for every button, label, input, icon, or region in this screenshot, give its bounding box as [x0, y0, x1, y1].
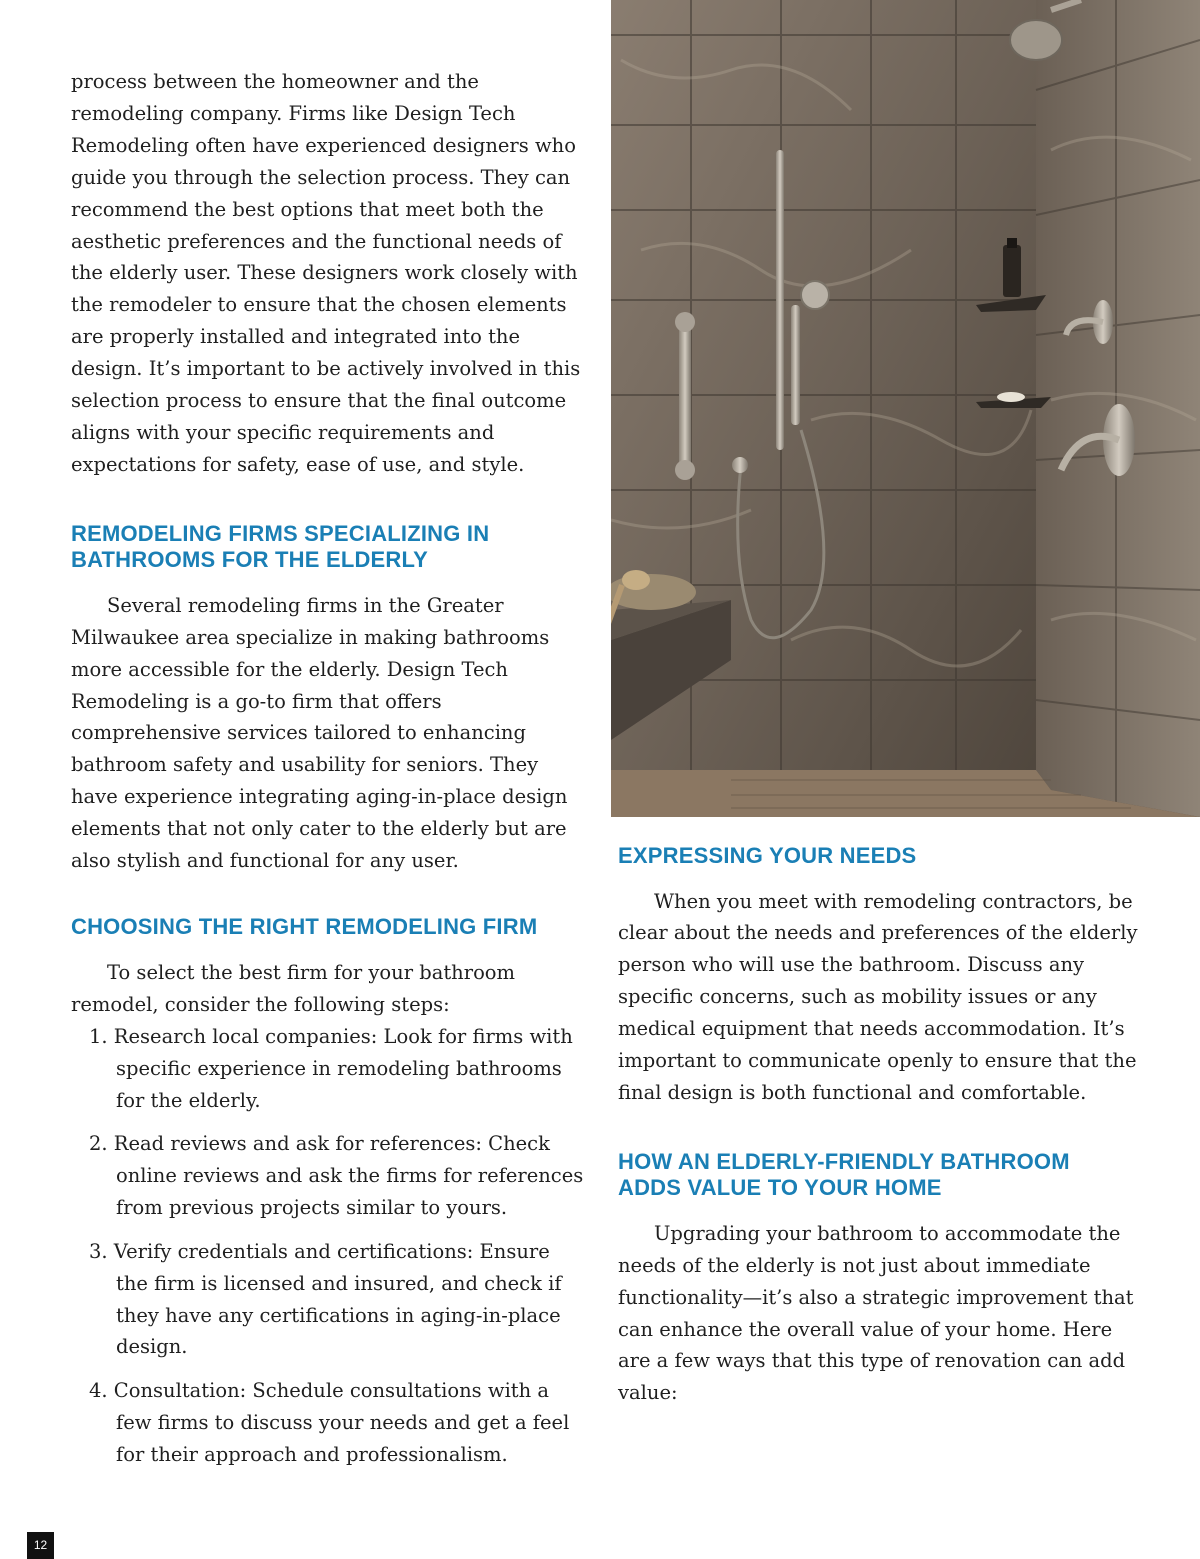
heading-adds-value: HOW AN ELDERLY-FRIENDLY BATHROOM ADDS VALUE TO YOUR HOME [618, 1148, 1070, 1201]
remodeling-firms-body: Several remodeling firms in the Greater Milwaukee area specialize in making bathrooms more accessible for the elderly. Design Tech Remodeling is a go-to firm that offers comprehensive services tailored to enhancing bathroom safety and usability for seniors. They have experience integrating aging-in-place design elements that not only cater to the elderly but are also stylish and functional for any user. [71, 593, 568, 873]
left-column [71, 66, 586, 1482]
shower-photo [611, 0, 1200, 817]
shower-illustration [611, 0, 1200, 817]
list-item: 2. Read reviews and ask for references: Check online reviews and ask the firms for references from previous projects similar to yours. [89, 1132, 584, 1220]
intro-paragraph: process between the homeowner and the remodeling company. Firms like Design Tech Remodeling often have experienced designers who guide you through the selection process. They can recommend the best options that meet both the aesthetic preferences and the functional needs of the elderly user. These designers work closely with the remodeler to ensure that the chosen elements are properly installed and integrated into the design. It’s important to be actively involved in this selection process to ensure that the final outcome aligns with your specific requirements and expectations for safety, ease of use, and style. [71, 70, 581, 476]
adds-value-body: Upgrading your bathroom to accommodate the needs of the elderly is not just about immediate functionality—it’s also a strategic improvement that can enhance the overall value of your home. Here are a few ways that this type of renovation can add value: [618, 1221, 1134, 1405]
right-column [618, 843, 1138, 1409]
page-number: 12 [27, 1532, 54, 1559]
list-item: 4. Consultation: Schedule consultations with a few firms to discuss your needs and get a feel for their approach and professionalism. [89, 1378, 570, 1466]
list-item: 1. Research local companies: Look for firms with specific experience in remodeling bathrooms for the elderly. [89, 1025, 573, 1113]
heading-remodeling-firms: REMODELING FIRMS SPECIALIZING IN BATHROOMS FOR THE ELDERLY [71, 520, 490, 573]
expressing-needs-body: When you meet with remodeling contractors, be clear about the needs and preferences of the elderly person who will use the bathroom. Discuss any specific concerns, such as mobility issues or any medical equipment that needs accommodation. It’s important to communicate openly to ensure that the final design is both functional and comfortable. [618, 889, 1138, 1104]
heading-expressing-needs: EXPRESSING YOUR NEEDS [618, 843, 917, 868]
list-item: 3. Verify credentials and certifications: Ensure the firm is licensed and insured, and check if they have any certifications in aging-in-place design. [89, 1239, 562, 1359]
heading-choosing-firm: CHOOSING THE RIGHT REMODELING FIRM [71, 913, 538, 939]
steps-list [71, 1021, 586, 1470]
choosing-firm-body: To select the best firm for your bathroom remodel, consider the following steps: [71, 961, 516, 1017]
